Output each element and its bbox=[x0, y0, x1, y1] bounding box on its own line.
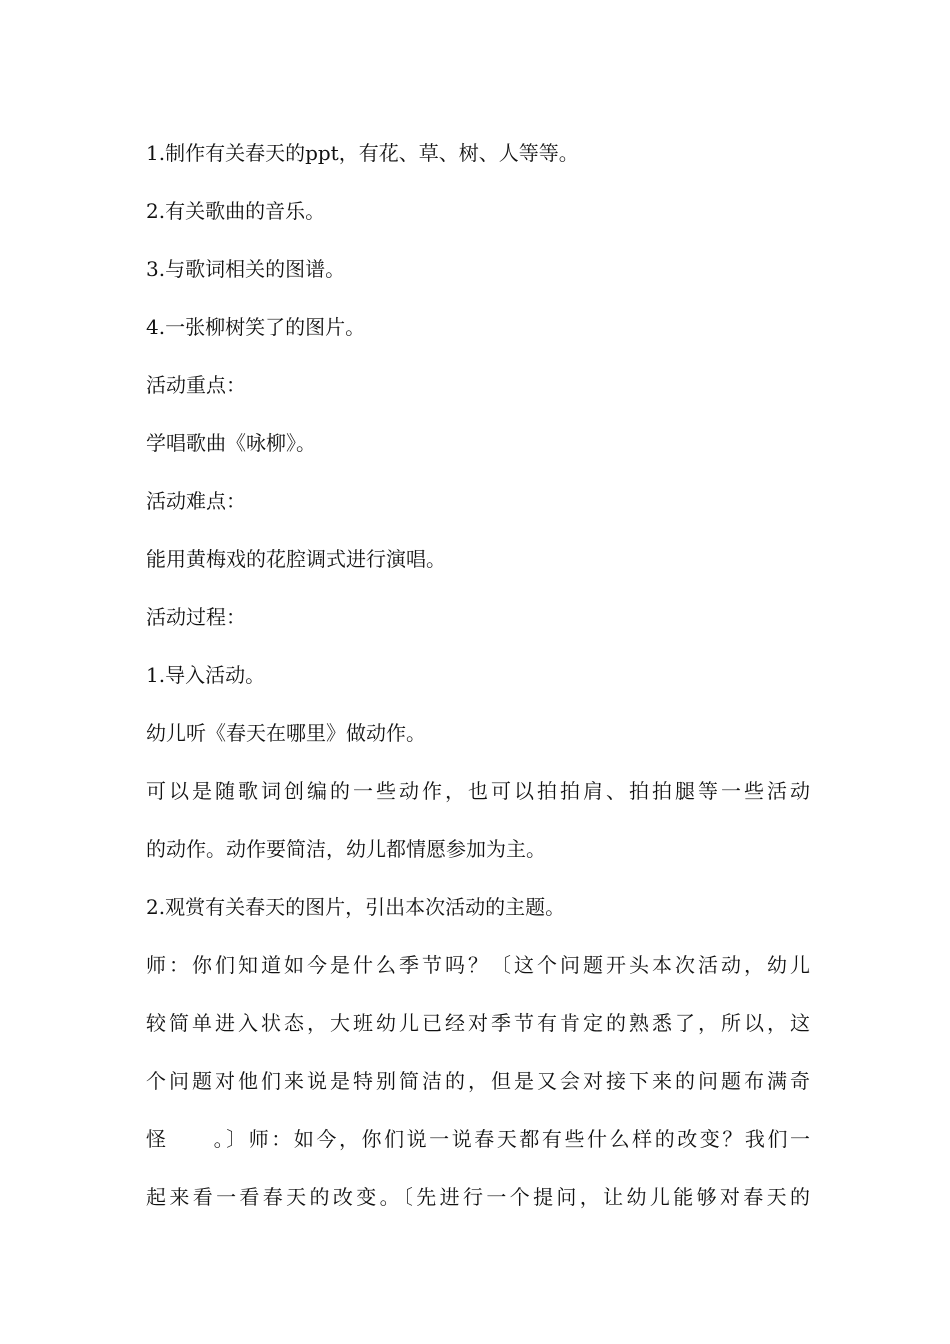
section-heading-difficulty: 活动难点： bbox=[146, 489, 246, 513]
paragraph-line: 较简单进入状态，大班幼儿已经对季节有肯定的熟悉了，所以，这 bbox=[146, 1011, 810, 1035]
paragraph-line: 的动作。动作要简洁，幼儿都情愿参加为主。 bbox=[146, 837, 546, 861]
paragraph-line: 起来看一看春天的改变。〔先进行一个提问，让幼儿能够对春天的 bbox=[146, 1185, 810, 1209]
section-heading-key-point: 活动重点： bbox=[146, 373, 246, 397]
section-heading-process: 活动过程： bbox=[146, 605, 246, 629]
material-item-4: 4.一张柳树笑了的图片。 bbox=[146, 315, 366, 339]
paragraph-line: 幼儿听《春天在哪里》做动作。 bbox=[146, 721, 426, 745]
difficulty-text: 能用黄梅戏的花腔调式进行演唱。 bbox=[146, 547, 446, 571]
material-item-3: 3.与歌词相关的图谱。 bbox=[146, 257, 346, 281]
process-step-1: 1.导入活动。 bbox=[146, 663, 266, 687]
paragraph-line: 怪 。〕师：如今，你们说一说春天都有些什么样的改变？我们一 bbox=[146, 1127, 810, 1151]
process-step-2: 2.观赏有关春天的图片，引出本次活动的主题。 bbox=[146, 895, 566, 919]
material-item-1: 1.制作有关春天的ppt，有花、草、树、人等等。 bbox=[146, 141, 579, 165]
paragraph-line: 可以是随歌词创编的一些动作，也可以拍拍肩、拍拍腿等一些活动 bbox=[146, 779, 810, 803]
material-item-2: 2.有关歌曲的音乐。 bbox=[146, 199, 326, 223]
document-body bbox=[146, 124, 810, 1226]
paragraph-line: 师：你们知道如今是什么季节吗？〔这个问题开头本次活动，幼儿 bbox=[146, 953, 810, 977]
key-point-text: 学唱歌曲《咏柳》。 bbox=[146, 431, 316, 455]
paragraph-line: 个问题对他们来说是特别简洁的，但是又会对接下来的问题布满奇 bbox=[146, 1069, 810, 1093]
